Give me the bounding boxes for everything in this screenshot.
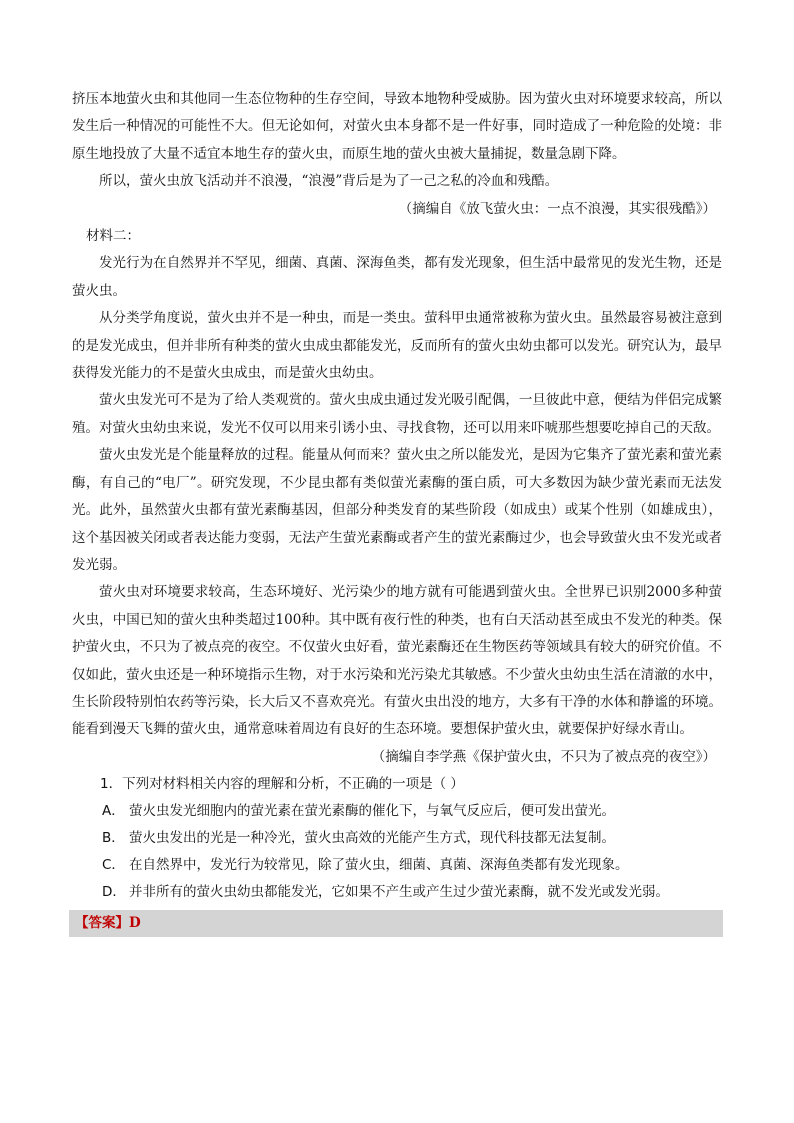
option-a — [72, 798, 722, 825]
question-block — [72, 771, 722, 906]
material2-paragraph-5: 萤火虫对环境要求较高，生态环境好、光污染少的地方就有可能遇到萤火虫。全世界已识别2000多种萤火虫，中国已知的萤火虫种类超过100种。其中既有夜行性的种类，也有白天活动甚至成虫不发光的种类。保护萤火虫，不只为了被点亮的夜空。不仅萤火虫好看，萤光素酶还在生物医药等领域具有较大的研究价值。不仅如此，萤火虫还是一种环境指示生物，对于水污染和光污染尤其敏感。不少萤火虫幼虫生活在清澈的水中，生长阶段特别怕农药等污染，长大后又不喜欢亮光。有萤火虫出没的地方，大多有干净的水体和静谧的环境。能看到漫天飞舞的萤火虫，通常意味着周边有良好的生态环境。要想保护萤火虫，就要保护好绿水青山。 — [72, 584, 722, 738]
material2-paragraph-2: 从分类学角度说，萤火虫并不是一种虫，而是一类虫。萤科甲虫通常被称为萤火虫。虽然最容易被注意到的是发光成虫，但并非所有种类的萤火虫成虫都能发光，反而所有的萤火虫幼虫都可以发光。研究认为，最早获得发光能力的不是萤火虫成虫，而是萤火虫幼虫。 — [72, 310, 722, 382]
material1-conclusion: 所以，萤火虫放飞活动并不浪漫，“浪漫”背后是为了一己之私的冷血和残酷。 — [99, 173, 559, 190]
answer-value: D — [129, 915, 141, 932]
option-c — [72, 852, 722, 879]
option-letter: B． — [102, 830, 125, 847]
question-stem: 1．下列对材料相关内容的理解和分析，不正确的一项是（ ） — [100, 776, 464, 793]
answer-label: 【答案】 — [75, 915, 129, 932]
option-letter: D． — [102, 884, 126, 901]
material2-source: （摘编自李学燕《保护萤火虫，不只为了被点亮的夜空》） — [371, 748, 716, 765]
material2-heading: 材料二： — [86, 228, 140, 245]
material2-paragraph-4: 萤火虫发光是个能量释放的过程。能量从何而来？萤火虫之所以能发光，是因为它集齐了萤光素和萤光素酶，有自己的“电厂”。研究发现，不少昆虫都有类似萤光素酶的蛋白质，可大多数因为缺少萤光素而无法发光。此外，虽然萤火虫都有萤光素酶基因，但部分种类发育的某些阶段（如成虫）或某个性别（如雄成虫），这个基因被关闭或者表达能力变弱，无法产生萤光素酶或者产生的萤光素酶过少，也会导致萤火虫不发光或者发光弱。 — [72, 447, 722, 573]
material2-paragraph-1: 发光行为在自然界并不罕见，细菌、真菌、深海鱼类，都有发光现象，但生活中最常见的发光生物，还是萤火虫。 — [72, 255, 722, 299]
material1-source: （摘编自《放飞萤火虫：一点不浪漫，其实很残酷》） — [398, 200, 716, 217]
material1-paragraph: 挤压本地萤火虫和其他同一生态位物种的生存空间，导致本地物种受威胁。因为萤火虫对环境要求较高，所以发生后一种情况的可能性不大。但无论如何，对萤火虫本身都不是一件好事，同时造成了一种危险的处境：非原生地投放了大量不适宜本地生存的萤火虫，而原生地的萤火虫被大量捕捉，数量急剧下降。 — [72, 91, 722, 162]
option-b — [72, 825, 722, 852]
material2-paragraph-3: 萤火虫发光可不是为了给人类观赏的。萤火虫成虫通过发光吸引配偶，一旦彼此中意，便结为伴侣完成繁殖。对萤火虫幼虫来说，发光不仅可以用来引诱小虫、寻找食物，还可以用来吓唬那些想要吃掉自己的天敌。 — [72, 392, 722, 436]
option-letter: A． — [102, 803, 125, 820]
answer-bar — [69, 910, 723, 937]
document-page — [72, 86, 722, 937]
option-text: 萤火虫发光细胞内的萤光素在萤光素酶的催化下，与氧气反应后，便可发出萤光。 — [129, 803, 615, 820]
option-text: 并非所有的萤火虫幼虫都能发光，它如果不产生或产生过少萤光素酶，就不发光或发光弱。 — [129, 884, 669, 901]
option-text: 萤火虫发出的光是一种冷光，萤火虫高效的光能产生方式，现代科技都无法复制。 — [129, 830, 615, 847]
option-d — [72, 879, 722, 906]
option-letter: C． — [102, 857, 125, 874]
option-text: 在自然界中，发光行为较常见，除了萤火虫，细菌、真菌、深海鱼类都有发光现象。 — [129, 857, 629, 874]
